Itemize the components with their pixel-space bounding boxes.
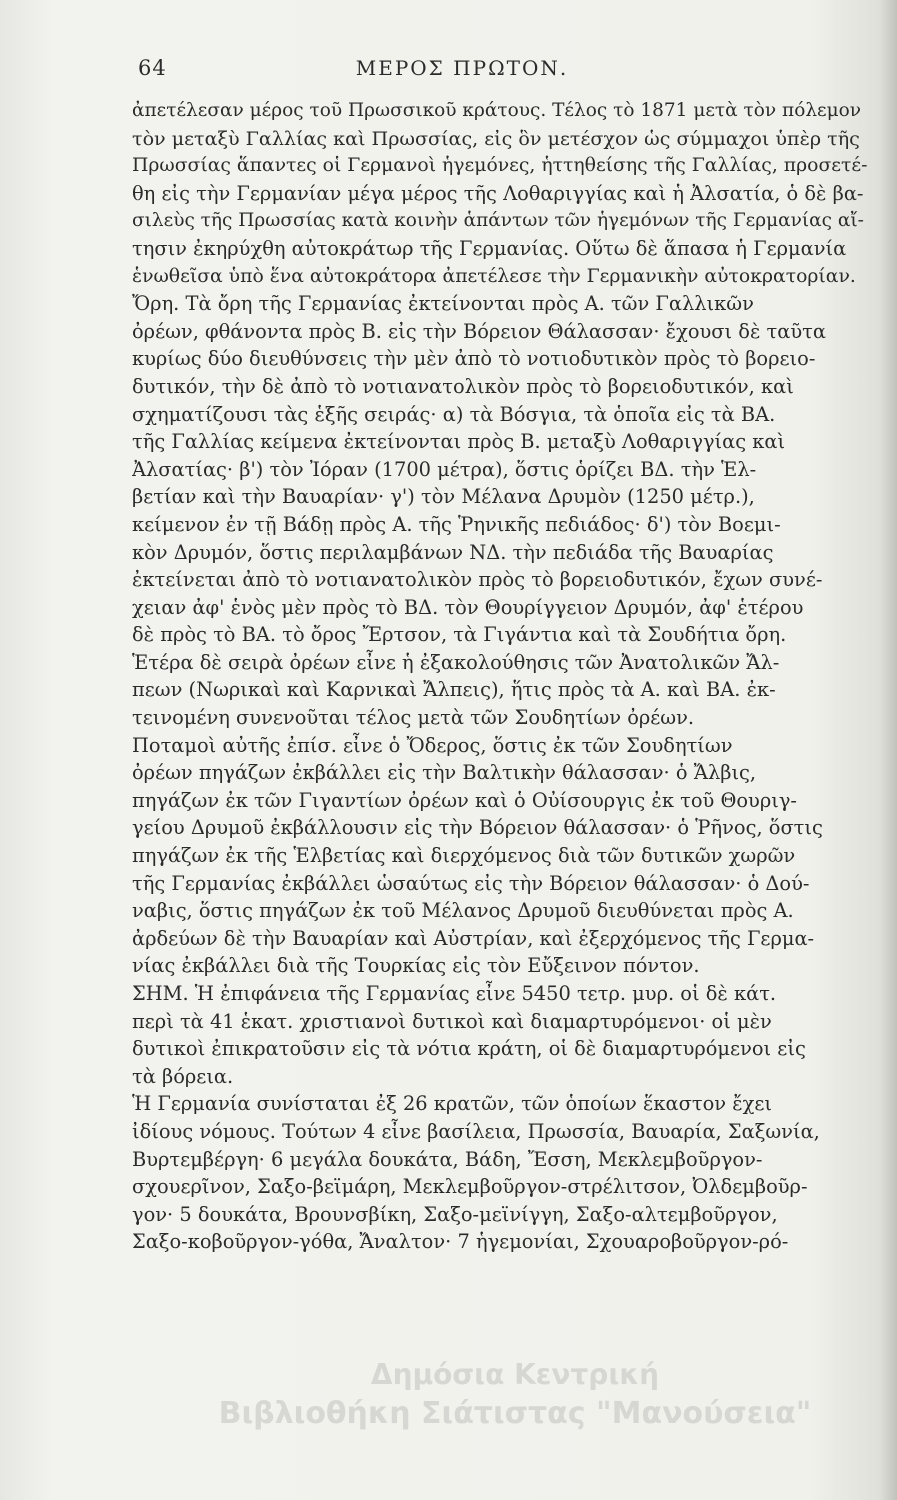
text-line: δυτικόν, τὴν δὲ ἀπὸ τὸ νοτιανατολικὸν πρὸς τὸ βορειοδυτικόν, καὶ <box>132 374 794 398</box>
text-line: κείμενον ἐν τῇ Βάδῃ πρὸς Α. τῆς Ῥηνικῆς πεδιάδος· δ') τὸν Βοεμι- <box>132 512 781 536</box>
text-line: πηγάζων ἐκ τῆς Ἑλβετίας καὶ διερχόμενος διὰ τῶν δυτικῶν χωρῶν <box>132 844 796 868</box>
text-line: ἰδίους νόμους. Τούτων 4 εἶνε βασίλεια, Πρωσσία, Βαυαρία, Σαξωνία, <box>132 1119 820 1143</box>
text-line: θη εἰς τὴν Γερμανίαν μέγα μέρος τῆς Λοθαριγγίας καὶ ἡ Ἀλσατία, ὁ δὲ βα- <box>132 181 864 205</box>
body-text <box>132 97 867 1256</box>
text-line: σχηματίζουσι τὰς ἑξῆς σειράς· α) τὰ Βόσγια, τὰ ὁποῖα εἰς τὰ ΒΑ. <box>132 402 776 426</box>
text-line: Ὄρη. Τὰ ὄρη τῆς Γερμανίας ἐκτείνονται πρὸς Α. τῶν Γαλλικῶν <box>132 292 754 316</box>
text-line: τῆς Γαλλίας κείμενα ἐκτείνονται πρὸς Β. μεταξὺ Λοθαριγγίας καὶ <box>132 430 786 454</box>
library-watermark-line-2: Βιβλιοθήκη Σιάτιστας "Μανούσεια" <box>218 1396 812 1431</box>
text-line: γον· 5 δουκάτα, Βρουνσβίκη, Σαξο-μεϊνίγγη, Σαξο-αλτεμβοῦργον, <box>132 1202 778 1226</box>
text-line: τὰ βόρεια. <box>132 1064 234 1088</box>
text-line: ἑνωθεῖσα ὑπὸ ἕνα αὐτοκράτορα ἀπετέλεσε τὴν Γερμανικὴν αὐτοκρατορίαν. <box>132 265 856 287</box>
text-line: περὶ τὰ 41 ἑκατ. χριστιανοὶ δυτικοὶ καὶ διαμαρτυρόμενοι· οἱ μὲν <box>132 1009 772 1033</box>
text-line: τησιν ἐκηρύχθη αὐτοκράτωρ τῆς Γερμανίας. Οὕτω δὲ ἅπασα ἡ Γερμανία <box>132 236 847 260</box>
page-header <box>132 56 752 86</box>
text-line: σχουερῖνον, Σαξο-βεϊμάρη, Μεκλεμβοῦργον-στρέλιτσον, Ὀλδεμβοῦρ- <box>132 1175 808 1199</box>
running-head: ΜΕΡΟΣ ΠΡΩΤΟΝ. <box>355 56 569 80</box>
text-line: ὀρέων, φθάνοντα πρὸς Β. εἰς τὴν Βόρειον Θάλασσαν· ἔχουσι δὲ ταῦτα <box>132 319 826 343</box>
library-watermark-line-1: Δημόσια Κεντρική <box>370 1358 660 1391</box>
text-line: πεων (Νωρικαὶ καὶ Καρνικαὶ Ἄλπεις), ἥτις πρὸς τὰ Α. καὶ ΒΑ. ἐκ- <box>132 678 776 702</box>
text-line: ἀπετέλεσαν μέρος τοῦ Πρωσσικοῦ κράτους. Τέλος τὸ 1871 μετὰ τὸν πόλεμον <box>132 100 862 121</box>
text-line: κὸν Δρυμόν, ὅστις περιλαμβάνων ΝΔ. τὴν πεδιάδα τῆς Βαυαρίας <box>132 540 774 564</box>
text-line: τὸν μεταξὺ Γαλλίας καὶ Πρωσσίας, εἰς ὃν μετέσχον ὡς σύμμαχοι ὑπὲρ τῆς <box>132 126 860 150</box>
text-line: τεινομένη συνενοῦται τέλος μετὰ τῶν Σουδητίων ὀρέων. <box>132 706 695 730</box>
text-line: τῆς Γερμανίας ἐκβάλλει ὡσαύτως εἰς τὴν Βόρειον θάλασσαν· ὁ Δού- <box>132 871 810 895</box>
text-line: Ποταμοὶ αὐτῆς ἐπίσ. εἶνε ὁ Ὄδερος, ὅστις ἐκ τῶν Σουδητίων <box>132 733 733 757</box>
page-number: 64 <box>138 56 167 80</box>
text-line: ἐκτείνεται ἀπὸ τὸ νοτιανατολικὸν πρὸς τὸ βορειοδυτικόν, ἔχων συνέ- <box>132 568 823 592</box>
text-line: σιλεὺς τῆς Πρωσσίας κατὰ κοινὴν ἁπάντων τῶν ἡγεμόνων τῆς Γερμανίας αἴ- <box>132 210 864 232</box>
text-line: ἀρδεύων δὲ τὴν Βαυαρίαν καὶ Αὐστρίαν, καὶ ἐξερχόμενος τῆς Γερμα- <box>132 926 815 950</box>
text-line: δυτικοὶ ἐπικρατοῦσιν εἰς τὰ νότια κράτη, οἱ δὲ διαμαρτυρόμενοι εἰς <box>132 1037 806 1061</box>
text-line: Πρωσσίας ἅπαντες οἱ Γερμανοὶ ἡγεμόνες, ἡττηθείσης τῆς Γαλλίας, προσετέ- <box>132 155 867 177</box>
text-line: χειαν ἀφ' ἑνὸς μὲν πρὸς τὸ ΒΔ. τὸν Θουρίγγειον Δρυμόν, ἀφ' ἑτέρου <box>132 595 804 619</box>
text-line: Ἡ Γερμανία συνίσταται ἐξ 26 κρατῶν, τῶν ὁποίων ἕκαστον ἔχει <box>132 1092 773 1116</box>
text-line: Ἑτέρα δὲ σειρὰ ὀρέων εἶνε ἡ ἐξακολούθησις τῶν Ἀνατολικῶν Ἄλ- <box>132 650 780 674</box>
text-line: πηγάζων ἐκ τῶν Γιγαντίων ὀρέων καὶ ὁ Οὐίσουργις ἐκ τοῦ Θουριγ- <box>132 788 797 812</box>
text-line: γείου Δρυμοῦ ἐκβάλλουσιν εἰς τὴν Βόρειον θάλασσαν· ὁ Ῥῆνος, ὅστις <box>132 816 823 840</box>
text-line: ΣΗΜ. Ἡ ἐπιφάνεια τῆς Γερμανίας εἶνε 5450 τετρ. μυρ. οἱ δὲ κάτ. <box>132 982 777 1005</box>
text-line: Σαξο-κοβοῦργον-γόθα, Ἄναλτον· 7 ἡγεμονίαι, Σχουαροβοῦργον-ρό- <box>132 1230 789 1254</box>
text-line: Βυρτεμβέργη· 6 μεγάλα δουκάτα, Βάδη, Ἔσση, Μεκλεμβοῦργον- <box>132 1147 763 1171</box>
text-line: νίας ἐκβάλλει διὰ τῆς Τουρκίας εἰς τὸν Εὔξεινον πόντον. <box>132 954 700 978</box>
text-line: ναβις, ὅστις πηγάζων ἐκ τοῦ Μέλανος Δρυμοῦ διευθύνεται πρὸς Α. <box>132 899 794 923</box>
text-line: βετίαν καὶ τὴν Βαυαρίαν· γ') τὸν Μέλανα Δρυμὸν (1250 μέτρ.), <box>132 485 755 509</box>
text-line: κυρίως δύο διευθύνσεις τὴν μὲν ἀπὸ τὸ νοτιοδυτικὸν πρὸς τὸ βορειο- <box>132 347 816 371</box>
text-line: Ἀλσατίας· β') τὸν Ἰόραν (1700 μέτρα), ὅστις ὁρίζει ΒΔ. τὴν Ἑλ- <box>132 457 757 481</box>
text-line: ὀρέων πηγάζων ἐκβάλλει εἰς τὴν Βαλτικὴν θάλασσαν· ὁ Ἄλβις, <box>132 761 757 785</box>
text-line: δὲ πρὸς τὸ ΒΑ. τὸ ὄρος Ἔρτσον, τὰ Γιγάντια καὶ τὰ Σουδήτια ὄρη. <box>132 623 787 647</box>
binding-shadow <box>879 0 897 1500</box>
